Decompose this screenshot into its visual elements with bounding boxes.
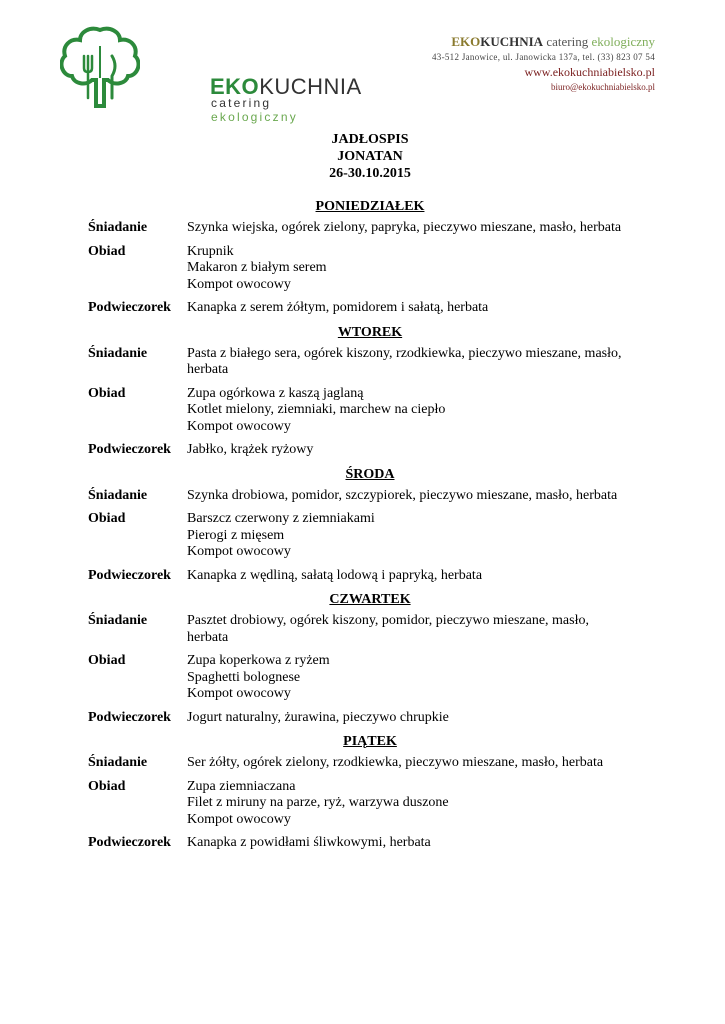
meal-row-breakfast	[88, 220, 648, 237]
meal-label: Śniadanie	[88, 487, 148, 503]
meal-row-lunch	[88, 653, 648, 703]
meal-item: Makaron z białym serem	[187, 260, 327, 275]
company-address: 43-512 Janowice, ul. Janowicka 137a, tel. (33) 823 07 54	[431, 52, 655, 62]
meal-row-lunch	[88, 244, 648, 294]
meal-item: Ser żółty, ogórek zielony, rzodkiewka, pieczywo mieszane, masło, herbata	[187, 755, 604, 770]
meal-row-snack	[88, 300, 648, 317]
meal-item: Pasta z białego sera, ogórek kiszony, rzodkiewka, pieczywo mieszane, masło,	[187, 345, 622, 361]
meal-item: Kompot owocowy	[187, 811, 291, 827]
meal-label: Śniadanie	[88, 613, 148, 628]
meal-label: Śniadanie	[88, 755, 148, 770]
meal-item: herbata	[187, 629, 229, 645]
day-heading: PONIEDZIAŁEK	[315, 199, 425, 214]
meal-item: herbata	[187, 362, 229, 377]
meal-items	[187, 613, 648, 646]
company-name: EKOKUCHNIA catering ekologiczny	[451, 34, 655, 49]
meal-row-breakfast	[88, 613, 648, 646]
meal-label: Obiad	[88, 778, 126, 794]
meal-item: Kompot owocowy	[187, 686, 291, 701]
day-heading: ŚRODA	[345, 466, 395, 482]
document-title	[0, 131, 725, 182]
meal-items	[187, 488, 648, 505]
meal-item: Pierogi z mięsem	[187, 527, 285, 543]
meal-item: Zupa ziemniaczana	[187, 778, 296, 794]
meal-label: Podwieczorek	[88, 567, 171, 583]
meal-label: Obiad	[88, 385, 126, 401]
meal-items	[187, 220, 648, 237]
meal-item: Kompot owocowy	[187, 276, 291, 292]
logo-tagline: catering ekologiczny	[211, 96, 298, 124]
meal-label: Obiad	[88, 653, 126, 668]
meal-item: Barszcz czerwony z ziemniakami	[187, 511, 375, 526]
meal-row-breakfast	[88, 755, 648, 772]
company-logo	[60, 26, 362, 124]
meal-label: Podwieczorek	[88, 300, 171, 315]
weekly-menu	[88, 198, 648, 859]
meal-item: Kanapka z powidłami śliwkowymi, herbata	[187, 835, 431, 850]
title-menu: JADŁOSPIS	[331, 132, 409, 147]
meal-row-lunch	[88, 386, 648, 436]
logo-wordmark: EKOKUCHNIA	[210, 74, 362, 99]
meal-label: Podwieczorek	[88, 835, 171, 850]
meal-item: Kanapka z serem żółtym, pomidorem i sałatą, herbata	[187, 300, 489, 315]
day-heading: WTOREK	[337, 324, 403, 340]
meal-row-snack	[88, 442, 648, 459]
title-client: JONATAN	[337, 149, 403, 164]
title-dates: 26-30.10.2015	[329, 166, 411, 181]
meal-item: Zupa koperkowa z ryżem	[187, 653, 330, 668]
meal-label: Podwieczorek	[88, 709, 171, 725]
meal-row-lunch	[88, 779, 648, 829]
day-heading: PIĄTEK	[343, 734, 397, 749]
meal-item: Jogurt naturalny, żurawina, pieczywo chrupkie	[187, 709, 449, 725]
meal-item: Pasztet drobiowy, ogórek kiszony, pomidor, pieczywo mieszane, masło,	[187, 613, 589, 628]
meal-item: Krupnik	[187, 243, 234, 259]
meal-label: Śniadanie	[88, 345, 148, 361]
company-website[interactable]: www.ekokuchniabielsko.pl	[524, 65, 655, 79]
contact-header	[432, 34, 655, 92]
meal-items	[187, 779, 648, 829]
meal-row-snack	[88, 835, 648, 852]
meal-item: Filet z miruny na parze, ryż, warzywa duszone	[187, 795, 449, 810]
meal-item: Kanapka z wędliną, sałatą lodową i papryką, herbata	[187, 567, 483, 583]
meal-items	[187, 653, 648, 703]
meal-item: Szynka drobiowa, pomidor, szczypiorek, pieczywo mieszane, masło, herbata	[187, 487, 618, 503]
meal-row-snack	[88, 568, 648, 585]
meal-label: Obiad	[88, 243, 126, 259]
meal-row-breakfast	[88, 488, 648, 505]
meal-item: Kompot owocowy	[187, 544, 291, 559]
meal-items	[187, 755, 648, 772]
meal-items	[187, 346, 648, 379]
meal-items	[187, 710, 648, 727]
meal-label: Podwieczorek	[88, 442, 171, 457]
meal-row-breakfast	[88, 346, 648, 379]
meal-items	[187, 244, 648, 294]
day-heading: CZWARTEK	[329, 592, 411, 607]
meal-label: Śniadanie	[88, 220, 148, 235]
meal-items	[187, 568, 648, 585]
meal-items	[187, 835, 648, 852]
meal-item: Spaghetti bolognese	[187, 669, 301, 685]
meal-row-lunch	[88, 511, 648, 561]
meal-item: Jabłko, krążek ryżowy	[187, 442, 314, 457]
meal-items	[187, 386, 648, 436]
meal-item: Kompot owocowy	[187, 418, 291, 434]
meal-items	[187, 300, 648, 317]
meal-items	[187, 442, 648, 459]
meal-label: Obiad	[88, 511, 126, 526]
meal-row-snack	[88, 710, 648, 727]
tree-cutlery-icon	[60, 26, 140, 108]
meal-item: Szynka wiejska, ogórek zielony, papryka, pieczywo mieszane, masło, herbata	[187, 220, 622, 235]
meal-items	[187, 511, 648, 561]
meal-item: Zupa ogórkowa z kaszą jaglaną	[187, 385, 364, 401]
company-email[interactable]: biuro@ekokuchniabielsko.pl	[550, 82, 655, 92]
meal-item: Kotlet mielony, ziemniaki, marchew na ciepło	[187, 402, 446, 417]
